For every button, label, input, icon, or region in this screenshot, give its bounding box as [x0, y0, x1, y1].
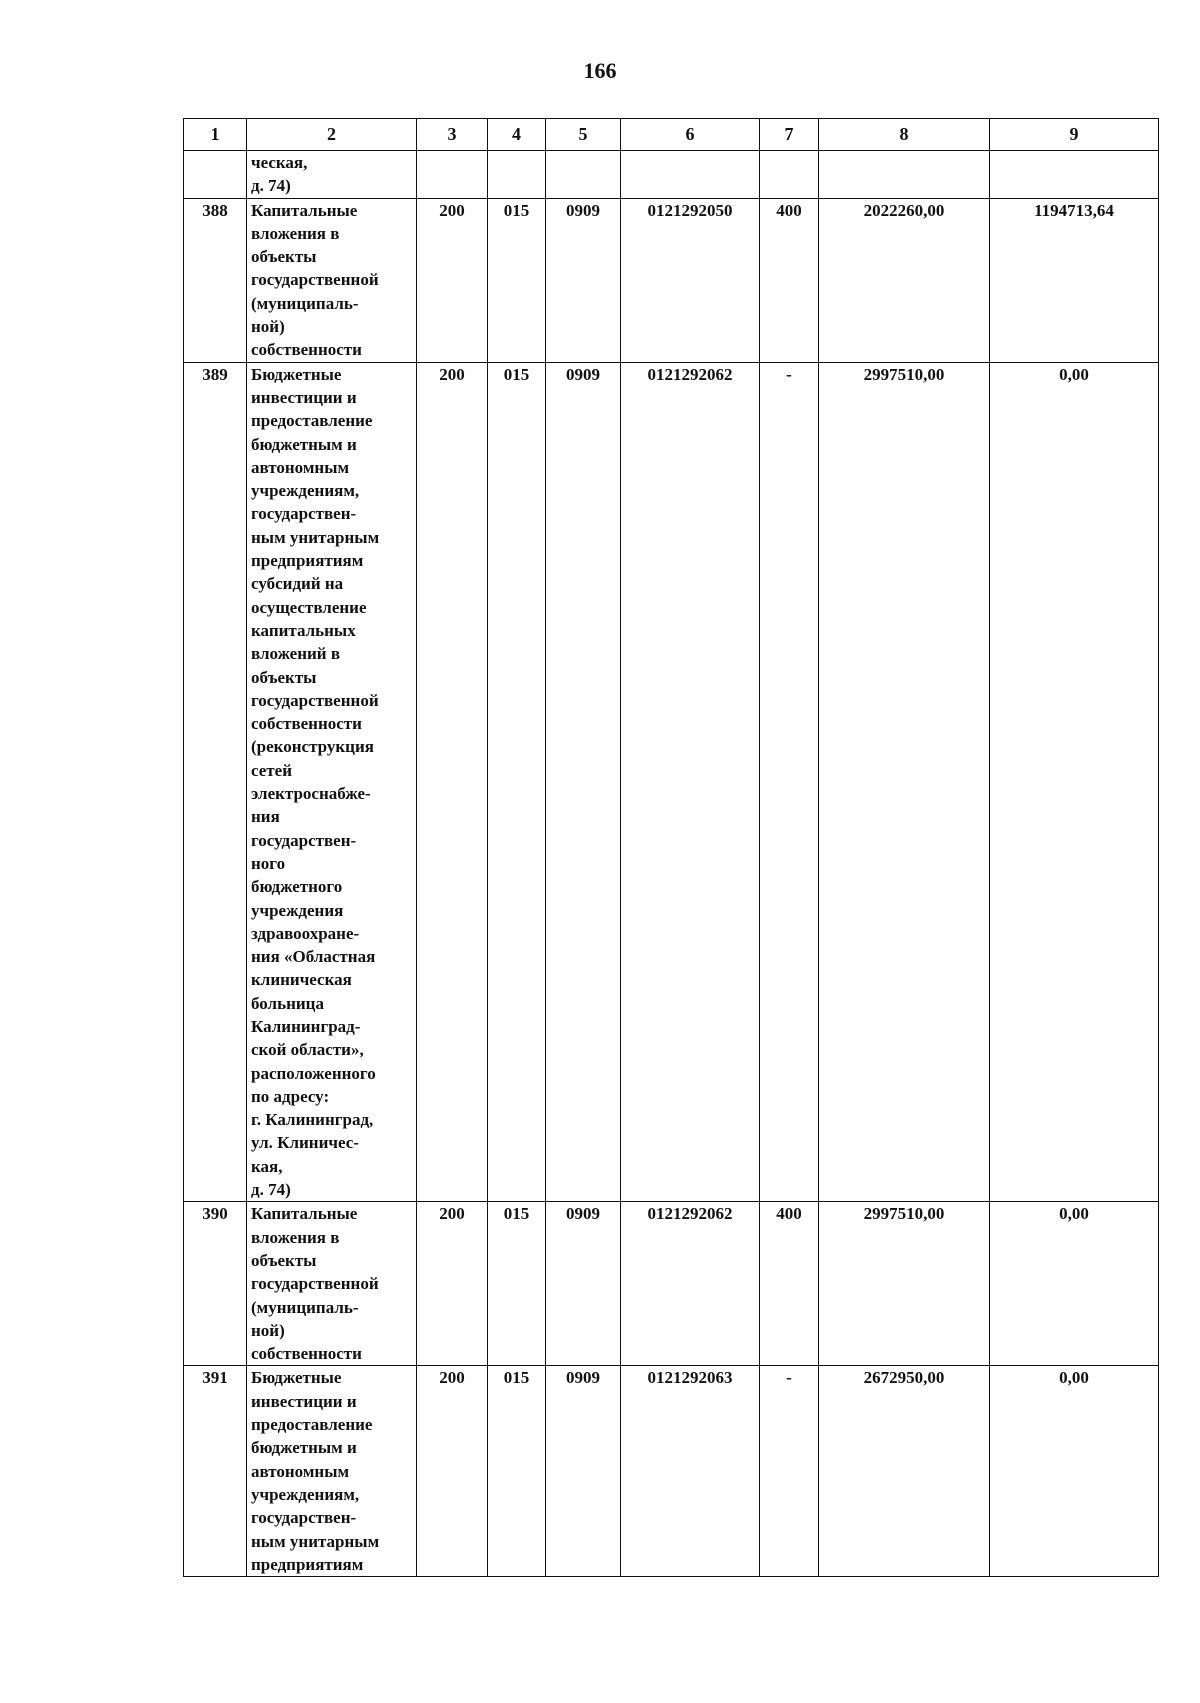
code-cell	[488, 151, 546, 199]
code-cell: 015	[488, 362, 546, 1202]
amount-cell: 2022260,00	[819, 198, 990, 362]
header-cell: 1	[184, 119, 247, 151]
amount-cell: 1194713,64	[990, 198, 1159, 362]
amount-cell	[819, 151, 990, 199]
description-cell: Капитальные вложения в объекты государственной (муниципаль- ной) собственности	[247, 198, 417, 362]
amount-cell: 0,00	[990, 362, 1159, 1202]
header-cell: 5	[546, 119, 621, 151]
row-number-cell: 388	[184, 198, 247, 362]
table-row	[184, 1366, 1159, 1577]
code-cell: 0909	[546, 1366, 621, 1577]
code-cell: -	[760, 362, 819, 1202]
header-cell: 8	[819, 119, 990, 151]
header-cell: 7	[760, 119, 819, 151]
code-cell: 015	[488, 198, 546, 362]
page-number: 166	[583, 58, 617, 83]
row-number-cell: 390	[184, 1202, 247, 1366]
code-cell: 0909	[546, 198, 621, 362]
code-cell: 200	[417, 198, 488, 362]
code-cell: 0121292062	[621, 362, 760, 1202]
code-cell	[417, 151, 488, 199]
amount-cell: 2672950,00	[819, 1366, 990, 1577]
table-row	[184, 1202, 1159, 1366]
amount-cell: 2997510,00	[819, 362, 990, 1202]
code-cell: 015	[488, 1366, 546, 1577]
row-number-cell: 389	[184, 362, 247, 1202]
code-cell: 200	[417, 1366, 488, 1577]
header-cell: 4	[488, 119, 546, 151]
code-cell: 400	[760, 198, 819, 362]
header-cell: 9	[990, 119, 1159, 151]
amount-cell	[990, 151, 1159, 199]
code-cell: -	[760, 1366, 819, 1577]
code-cell: 0909	[546, 1202, 621, 1366]
code-cell: 015	[488, 1202, 546, 1366]
code-cell	[546, 151, 621, 199]
row-number-cell: 391	[184, 1366, 247, 1577]
table-row	[184, 151, 1159, 199]
row-number-cell	[184, 151, 247, 199]
header-cell: 3	[417, 119, 488, 151]
description-cell: Бюджетные инвестиции и предоставление бюджетным и автономным учреждениям, государствен- ным унитарным предприятиям субсидий на осуществление капитальных вложений в объекты государственной собственности (реконструкция сетей электроснабже- ния государствен- ного бюджетного учреждения здравоохране- ния «Областная клиническая больница Калининград- ской области», расположенного по адресу: г. Калининград, ул. Клиничес- кая, д. 74)	[247, 362, 417, 1202]
code-cell: 200	[417, 362, 488, 1202]
header-row	[184, 119, 1159, 151]
table-row	[184, 362, 1159, 1202]
table-row	[184, 198, 1159, 362]
code-cell: 0121292063	[621, 1366, 760, 1577]
code-cell: 0909	[546, 362, 621, 1202]
code-cell: 400	[760, 1202, 819, 1366]
description-cell: Капитальные вложения в объекты государственной (муниципаль- ной) собственности	[247, 1202, 417, 1366]
description-cell: Бюджетные инвестиции и предоставление бюджетным и автономным учреждениям, государствен- ным унитарным предприятиям	[247, 1366, 417, 1577]
header-cell: 2	[247, 119, 417, 151]
amount-cell: 0,00	[990, 1202, 1159, 1366]
header-cell: 6	[621, 119, 760, 151]
budget-table	[183, 118, 1159, 1577]
code-cell: 0121292062	[621, 1202, 760, 1366]
code-cell: 0121292050	[621, 198, 760, 362]
amount-cell: 0,00	[990, 1366, 1159, 1577]
code-cell	[760, 151, 819, 199]
code-cell	[621, 151, 760, 199]
amount-cell: 2997510,00	[819, 1202, 990, 1366]
code-cell: 200	[417, 1202, 488, 1366]
description-cell: ческая, д. 74)	[247, 151, 417, 199]
